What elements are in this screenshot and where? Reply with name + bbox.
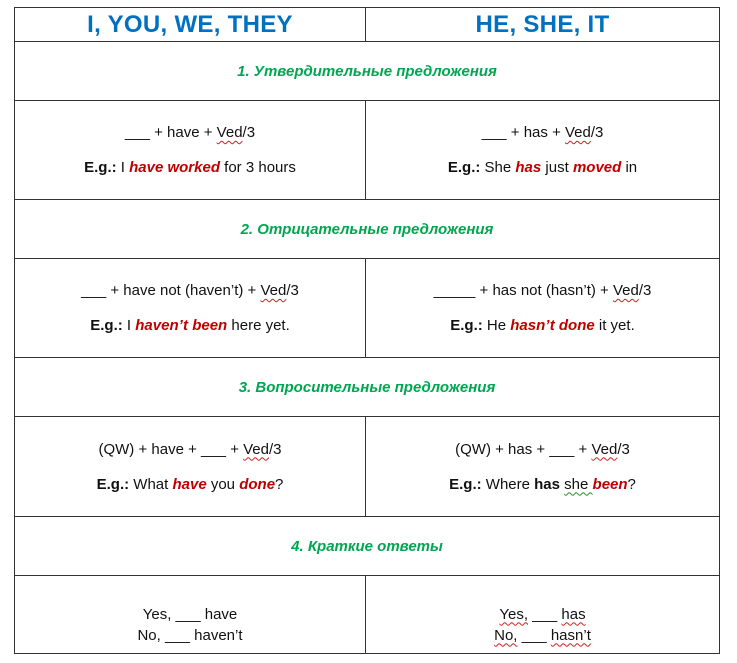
short-answer-no: No, ___ hasn’t xyxy=(494,626,591,644)
section-title-negative: 2. Отрицательные предложения xyxy=(240,220,494,238)
short-answer-yes: Yes, ___ has xyxy=(499,605,586,623)
example: E.g.: He hasn’t done it yet. xyxy=(450,317,635,334)
section-body-row xyxy=(15,576,719,653)
section-title-row xyxy=(15,42,719,101)
short-answer-no: No, ___ haven’t xyxy=(137,626,243,644)
header-col2: HE, SHE, IT xyxy=(475,10,610,38)
section-body-row xyxy=(15,101,719,200)
grammar-table xyxy=(14,7,720,654)
section-title-row xyxy=(15,200,719,259)
header-col1: I, YOU, WE, THEY xyxy=(87,10,293,38)
example: E.g.: What have you done? xyxy=(96,475,284,493)
header-row xyxy=(15,8,719,42)
formula: ___ + have + Ved/3 xyxy=(124,124,256,141)
short-answer-yes: Yes, ___ have xyxy=(142,605,238,623)
example: E.g.: She has just moved in xyxy=(447,159,638,176)
formula: ___ + have not (haven’t) + Ved/3 xyxy=(81,282,299,299)
formula: _____ + has not (hasn’t) + Ved/3 xyxy=(433,282,652,299)
example: E.g.: Where has she been? xyxy=(449,475,636,493)
section-title-short-answers: 4. Краткие ответы xyxy=(291,537,443,555)
section-title-affirmative: 1. Утвердительные предложения xyxy=(237,62,497,80)
section-title-row xyxy=(15,358,719,417)
section-body-row xyxy=(15,417,719,517)
formula: (QW) + has + ___ + Ved/3 xyxy=(455,440,630,458)
section-title-interrogative: 3. Вопросительные предложения xyxy=(238,378,496,396)
section-body-row xyxy=(15,259,719,358)
formula: (QW) + have + ___ + Ved/3 xyxy=(98,440,282,458)
formula: ___ + has + Ved/3 xyxy=(481,124,604,141)
example: E.g.: I haven’t been here yet. xyxy=(90,317,290,334)
header-cell-right xyxy=(366,8,719,41)
example: E.g.: I have worked for 3 hours xyxy=(84,159,296,176)
section-title-row xyxy=(15,517,719,576)
header-cell-left xyxy=(15,8,366,41)
